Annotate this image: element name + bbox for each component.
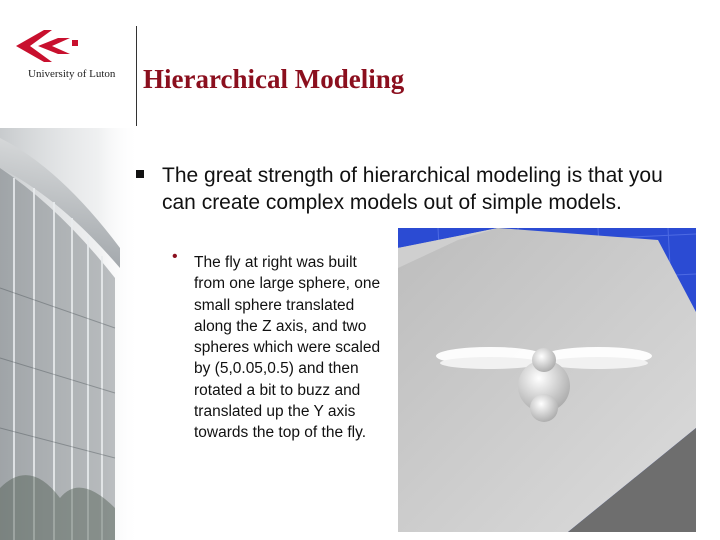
slide-title: Hierarchical Modeling xyxy=(143,64,405,94)
round-bullet-icon: • xyxy=(172,248,178,265)
logo-text: University of Luton xyxy=(28,68,116,80)
square-bullet-icon xyxy=(136,170,144,178)
header-divider xyxy=(136,26,137,126)
building-photo xyxy=(0,128,140,540)
fly-render-image xyxy=(398,228,696,532)
main-bullet-text: The great strength of hierarchical modeling is that you can create complex models out of simple models. xyxy=(162,164,663,214)
sub-bullet-text: The fly at right was built from one large sphere, one small sphere translated along the Z axis, and two spheres which were scaled by (5,0.05,0.5) and then rotated a bit to buzz and translated up the Y axis towards the top of the fly. xyxy=(194,254,381,442)
